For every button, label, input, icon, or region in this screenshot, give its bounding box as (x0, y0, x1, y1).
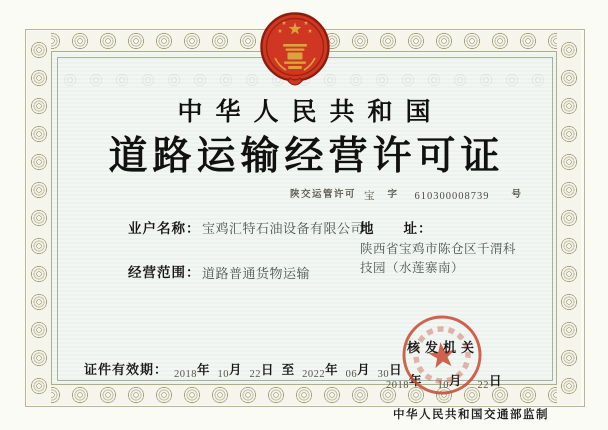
validity-end-day: 30 (377, 369, 390, 380)
license-prefix: 陕交运管许可 (290, 189, 357, 200)
license-region-char: 宝 (364, 191, 376, 202)
year-char: 年 (197, 363, 210, 377)
to-char: 至 (281, 363, 295, 377)
license-number-line (290, 186, 523, 201)
day-char: 日 (489, 374, 502, 388)
address-line-1: 陕西省宝鸡市陈仓区千渭科 (360, 242, 517, 256)
owner-name-label: 业户名称： (128, 221, 201, 236)
year-char: 年 (409, 374, 422, 388)
issuing-authority-label: 核发机关 (407, 340, 480, 355)
business-scope-value: 道路普通货物运输 (202, 266, 311, 281)
day-char: 日 (261, 363, 274, 377)
license-zi-char: 字 (387, 189, 399, 200)
year-char: 年 (325, 363, 338, 377)
border-band-left (27, 31, 51, 405)
address-label: 地 址： (360, 221, 433, 236)
supervising-authority-footer: 中华人民共和国交通部监制 (393, 409, 549, 421)
issue-month: 10 (437, 380, 450, 391)
country-title: 中华人民共和国 (177, 99, 444, 126)
prc-national-emblem-icon (259, 10, 331, 90)
license-number: 610300008739 (414, 191, 490, 202)
validity-label: 证件有效期： (84, 362, 169, 377)
month-char: 月 (229, 363, 242, 377)
validity-end-year: 2022 (302, 369, 326, 380)
validity-start-month: 10 (217, 369, 230, 380)
validity-period-row (84, 359, 402, 378)
issue-year: 2018 (386, 380, 409, 391)
month-char: 月 (357, 363, 370, 377)
month-char: 月 (449, 374, 462, 388)
license-suffix: 号 (511, 189, 523, 200)
address-line-2: 技园（水莲寨南） (360, 261, 465, 276)
validity-start-year: 2018 (174, 369, 198, 380)
address-value (360, 240, 542, 279)
owner-name-value: 宝鸡汇特石油设备有限公司 (202, 221, 365, 236)
validity-start-day: 22 (249, 369, 262, 380)
border-band-right (557, 31, 581, 405)
certificate-title: 道路运输经营许可证 (108, 135, 505, 178)
validity-end-month: 06 (345, 369, 358, 380)
business-scope-label: 经营范围： (128, 265, 201, 280)
issue-day: 22 (477, 380, 490, 391)
day-char: 日 (389, 363, 402, 377)
